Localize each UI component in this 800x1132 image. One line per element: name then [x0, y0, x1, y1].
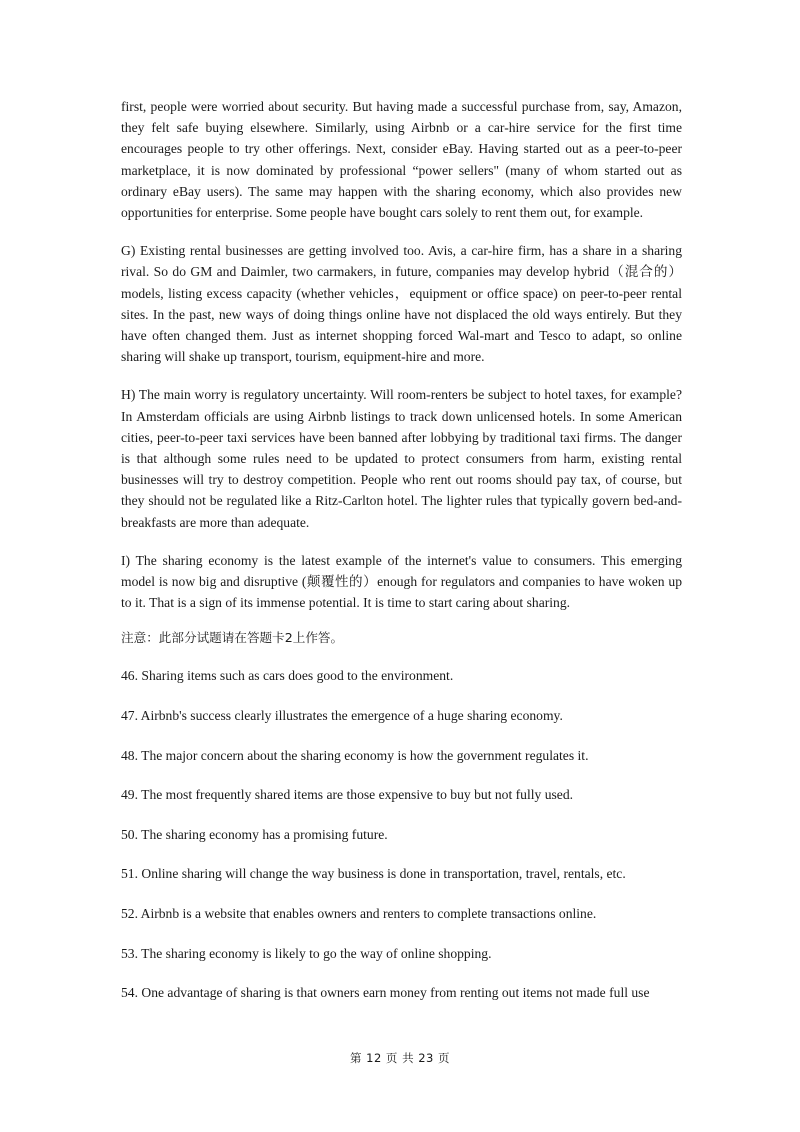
document-page — [121, 96, 682, 1023]
page-number-footer: 第 12 页 共 23 页 — [349, 1051, 451, 1065]
passage-paragraph-f-continued: first, people were worried about security. But having made a successful purchase from, say, Amazon, they felt safe buying elsewhere. Similarly, using Airbnb or a car-hire service for the first time encourages people to try other offerings. Next, consider eBay. Having started out as a peer-to-peer marketplace, it is now dominated by professional “power sellers" (many of whom started out as ordinary eBay users). The same may happen with the sharing economy, which also provides new opportunities for enterprise. Some people have bought cars solely to rent them out, for example. — [121, 99, 682, 221]
question-54: 54. One advantage of sharing is that owners earn money from renting out items not made full use — [121, 985, 650, 1001]
question-51: 51. Online sharing will change the way business is done in transportation, travel, rentals, etc. — [121, 866, 626, 882]
question-49: 49. The most frequently shared items are those expensive to buy but not fully used. — [121, 787, 574, 803]
passage-paragraph-h: H) The main worry is regulatory uncertainty. Will room-renters be subject to hotel taxes, for example? In Amsterdam officials are using Airbnb listings to track down unlicensed hotels. In some American cities, peer-to-peer taxi services have been banned after lobbying by traditional taxi firms. The danger is that although some rules need to be updated to protect consumers from harm, existing rental businesses will try to destroy competition. People who rent out rooms should pay tax, of course, but they should not be regulated like a Ritz-Carlton hotel. The lighter rules that typically govern bed-and- breakfasts are more than adequate. — [121, 387, 682, 530]
question-50: 50. The sharing economy has a promising future. — [121, 826, 388, 842]
question-46: 46. Sharing items such as cars does good to the environment. — [121, 668, 454, 684]
question-47: 47. Airbnb's success clearly illustrates the emergence of a huge sharing economy. — [121, 708, 563, 724]
question-52: 52. Airbnb is a website that enables owners and renters to complete transactions online. — [121, 906, 597, 922]
passage-paragraph-i: I) The sharing economy is the latest example of the internet's value to consumers. This emerging model is now big and disruptive (颠覆性的）enough for regulators and companies to have woken up to it. That is a sign of its immense potential. It is time to start caring about sharing. — [121, 552, 682, 611]
question-53: 53. The sharing economy is likely to go the way of online shopping. — [121, 945, 492, 961]
answer-sheet-note: 注意：此部分试题请在答题卡2上作答。 — [121, 630, 344, 646]
question-48: 48. The major concern about the sharing economy is how the government regulates it. — [121, 747, 589, 763]
passage-paragraph-g: G) Existing rental businesses are getting involved too. Avis, a car-hire firm, has a share in a sharing rival. So do GM and Daimler, two carmakers, in future, companies may develop hybrid（混合的）models, listing excess capacity (whether vehicles，equipment or office space) on peer-to-peer rental sites. In the past, new ways of doing things online have not displaced the old ways entirely. But they have often changed them. Just as internet shopping forced Wal-mart and Tesco to adapt, so online sharing will shake up transport, tourism, equipment-hire and more. — [121, 243, 682, 365]
